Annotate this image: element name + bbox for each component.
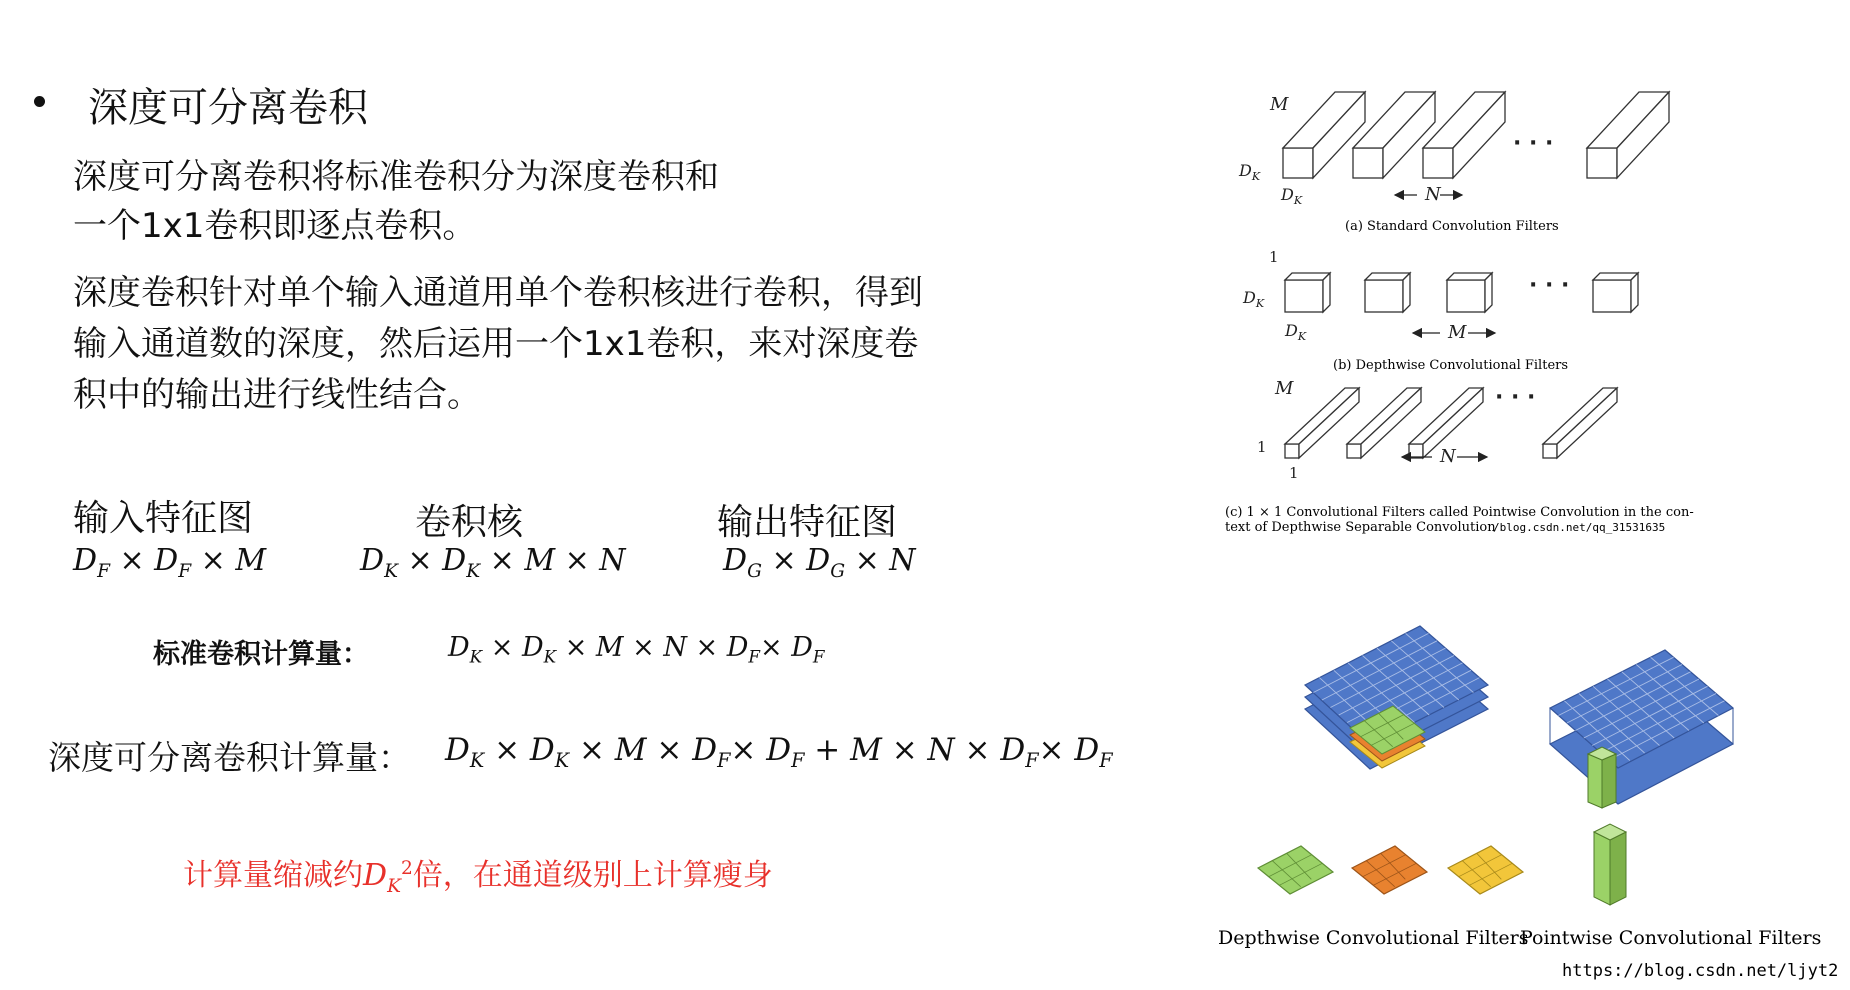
depthwise-stack xyxy=(1305,626,1488,769)
depthwise-filter-m xyxy=(1593,273,1638,312)
svg-text:DK: $D_K$ xyxy=(1243,288,1265,310)
reduction-suffix: 倍，在通道级别上计算瘦身 xyxy=(412,858,773,893)
output-feature-map-label: 输出特征图 xyxy=(717,502,898,543)
reduction-factor: $D_K^2$ xyxy=(363,858,413,897)
depthwise-kernel-green xyxy=(1258,846,1333,894)
label-1-c-left: 1 xyxy=(1257,438,1267,456)
svg-text:DK: $D_K$ xyxy=(1281,185,1303,207)
depthwise-pointwise-illustration xyxy=(1190,620,1839,981)
separable-cost-label: 深度可分离卷积计算量： xyxy=(48,738,411,777)
depthwise-kernel-yellow xyxy=(1448,846,1523,894)
pointwise-kernel xyxy=(1594,824,1626,905)
depthwise-filter-1 xyxy=(1285,273,1330,312)
ellipsis-b: · · · xyxy=(1529,273,1570,298)
separable-cost-formula: $D_K \times D_K \times M \times D_F\times D_F + M \times N \times D_F\times D_F$ xyxy=(445,732,1113,773)
caption-depthwise: Depthwise Convolutional Filters xyxy=(1218,927,1529,949)
paragraph-2-line-2: 输入通道数的深度，然后运用一个1x1卷积，来对深度卷 xyxy=(73,324,919,364)
standard-cost-label: 标准卷积计算量： xyxy=(153,639,369,670)
reduction-prefix: 计算量缩减约 xyxy=(183,858,363,893)
caption-c-line-2: text of Depthwise Separable Convolution xyxy=(1225,520,1496,535)
label-m-c: M xyxy=(1275,378,1294,399)
caption-c-line-1: (c) 1 × 1 Convolutional Filters called Pointwise Convolution in the con- xyxy=(1225,505,1694,520)
svg-text:DK: $D_K$ xyxy=(1239,161,1261,183)
depthwise-filter-2 xyxy=(1365,273,1410,312)
caption-b: (b) Depthwise Convolutional Filters xyxy=(1333,358,1569,373)
ellipsis-a: · · · xyxy=(1513,131,1554,156)
input-feature-map-label: 输入特征图 xyxy=(73,498,254,539)
label-n-c: N xyxy=(1440,446,1456,467)
paragraph-2-line-3: 积中的输出进行线性结合。 xyxy=(73,375,481,415)
label-m-b: M xyxy=(1448,322,1467,343)
watermark-top: /blog.csdn.net/qq_31531635 xyxy=(1493,521,1666,534)
pointwise-filter-n xyxy=(1543,388,1617,458)
depthwise-filter-3 xyxy=(1447,273,1492,312)
kernel-label: 卷积核 xyxy=(415,502,524,543)
label-n-a: N xyxy=(1425,184,1441,205)
pointwise-column xyxy=(1588,747,1616,808)
input-shape-formula: $D_F \times D_F \times M$ xyxy=(73,543,267,582)
heading: 深度可分离卷积 xyxy=(88,85,368,131)
reduction-note xyxy=(183,850,773,897)
label-1-b: 1 xyxy=(1269,248,1279,266)
standard-cost-formula: $D_K \times D_K \times M \times N \times D_F\times D_F$ xyxy=(448,632,825,667)
caption-a: (a) Standard Convolution Filters xyxy=(1345,219,1559,234)
ellipsis-c: · · · xyxy=(1495,385,1536,410)
pointwise-volume xyxy=(1550,650,1733,808)
depthwise-kernel-orange xyxy=(1352,846,1427,894)
paragraph-1-line-2: 一个1x1卷积即逐点卷积。 xyxy=(73,206,477,246)
kernel-shape-formula: $D_K \times D_K \times M \times N$ xyxy=(360,543,626,582)
label-1-c-bottom: 1 xyxy=(1289,464,1299,482)
caption-pointwise: Pointwise Convolutional Filters xyxy=(1520,927,1822,949)
svg-text:DK: $D_K$ xyxy=(1285,321,1307,343)
output-shape-formula: $D_G \times D_G \times N$ xyxy=(723,543,916,582)
bullet-dot xyxy=(34,96,45,107)
standard-filter-n xyxy=(1587,92,1669,178)
label-m-a: M xyxy=(1270,94,1289,115)
paragraph-2-line-1: 深度卷积针对单个输入通道用单个卷积核进行卷积，得到 xyxy=(73,273,923,313)
paragraph-1-line-1: 深度可分离卷积将标准卷积分为深度卷积和 xyxy=(73,157,719,197)
filters-diagram xyxy=(1195,70,1755,590)
watermark-bottom: https://blog.csdn.net/ljyt2 xyxy=(1562,961,1839,981)
